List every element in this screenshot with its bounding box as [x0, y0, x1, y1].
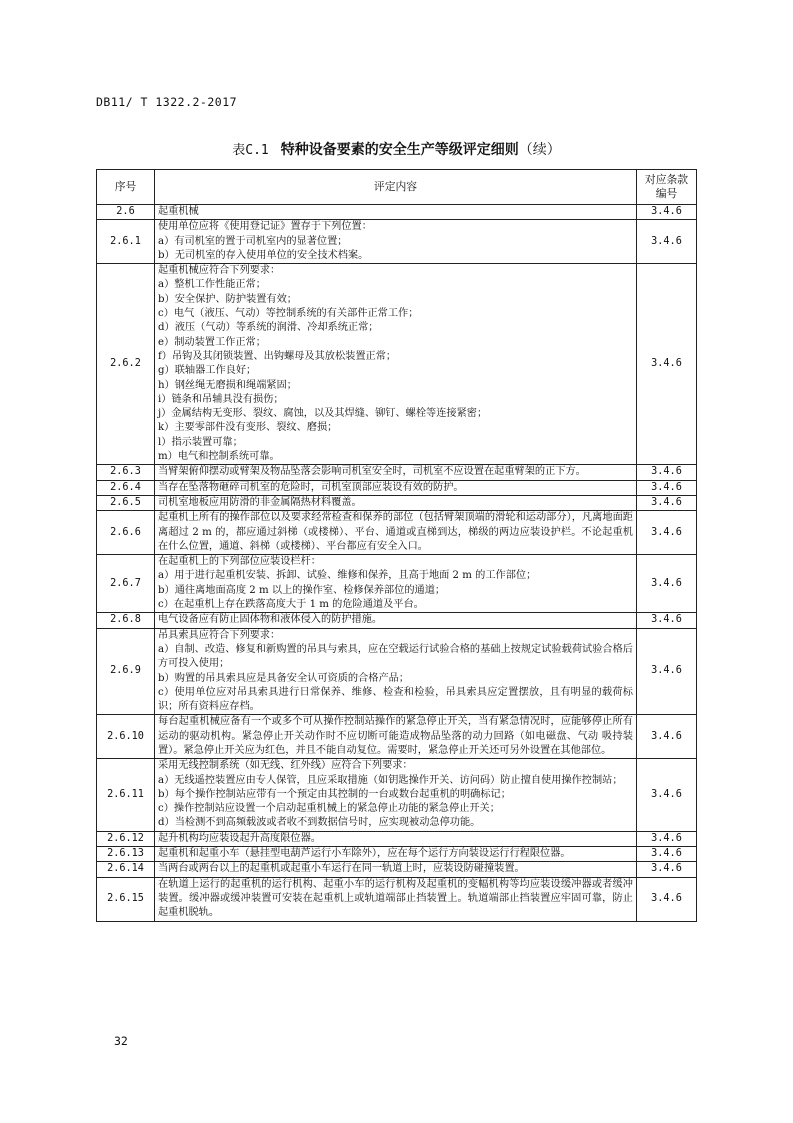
item-content: [155, 628, 637, 715]
content-line: 采用无线控制系统（如无线、红外线）应符合下列要求：: [158, 760, 413, 772]
content-line: a）无线遥控装置应由专人保管，且应采取措施（如钥匙操作开关、访问码）防止擅自使用操作控制站；: [158, 774, 623, 786]
item-number: 2.6.13: [97, 847, 155, 862]
clause-number: 3.4.6: [637, 877, 697, 921]
item-content: [155, 831, 637, 846]
table-row: [97, 613, 697, 628]
clause-number: 3.4.6: [637, 555, 697, 613]
content-line: b）每个操作控制站应带有一个预定由其控制的一台或数台起重机的明确标记；: [158, 788, 511, 800]
table-row: [97, 264, 697, 465]
clause-number: 3.4.6: [637, 613, 697, 628]
table-row: [97, 220, 697, 264]
content-line: d）当检测不到高频载波或者收不到数据信号时，应实现被动急停功能。: [158, 817, 481, 829]
content-line: 当存在坠落物砸碎司机室的危险时，司机室顶部应装设有效的防护。: [158, 481, 464, 493]
item-number: 2.6.6: [97, 511, 155, 555]
page-number: 32: [114, 1034, 128, 1048]
item-content: [155, 495, 637, 510]
clause-number: 3.4.6: [637, 759, 697, 831]
content-line: c）在起重机上存在跌落高度大于 1 m 的危险通道及平台。: [158, 599, 424, 611]
item-content: [155, 877, 637, 921]
clause-number: 3.4.6: [637, 831, 697, 846]
item-number: 2.6.7: [97, 555, 155, 613]
item-content: [155, 220, 637, 264]
content-line: h）钢丝绳无磨损和绳端紧固；: [158, 379, 297, 391]
content-line: b）安全保护、防护装置有效；: [158, 293, 297, 305]
table-row: [97, 205, 697, 220]
content-line: a）有司机室的置于司机室内的显著位置；: [158, 235, 348, 247]
item-content: [155, 759, 637, 831]
clause-number: 3.4.6: [637, 862, 697, 877]
item-content: [155, 847, 637, 862]
content-line: 司机室地板应用防滑的非金属隔热材料覆盖。: [158, 496, 362, 508]
clause-number: 3.4.6: [637, 205, 697, 220]
clause-number: 3.4.6: [637, 465, 697, 480]
table-row: [97, 480, 697, 495]
item-number: 2.6: [97, 205, 155, 220]
table-body: [97, 205, 697, 922]
content-line: 每台起重机械应备有一个或多个可从操作控制站操作的紧急停止开关，当有紧急情况时，应能够停止所有运动的驱动机构。紧急停止开关动作时不应切断可能造成物品坠落的动力回路（如电磁盘、气动 吸持装置）。紧急停止开关应为红色，并且不能自动复位。需要时，紧急停止开关还可另外设置在其他部位。: [158, 716, 633, 756]
content-line: m）电气和控制系统可靠。: [158, 451, 280, 463]
item-content: [155, 555, 637, 613]
content-line: k）主要零部件没有变形、裂纹、磨损；: [158, 422, 338, 434]
item-content: [155, 264, 637, 465]
content-line: 当两台或两台以上的起重机或起重小车运行在同一轨道上时，应装设防碰撞装置。: [158, 863, 525, 875]
table-row: [97, 555, 697, 613]
table-row: [97, 511, 697, 555]
item-content: [155, 465, 637, 480]
content-line: 起升机构均应装设起升高度限位器。: [158, 832, 321, 844]
table-header-row: [97, 170, 697, 205]
column-header-clause: [637, 170, 697, 205]
table-title: [0, 139, 793, 159]
clause-number: 3.4.6: [637, 220, 697, 264]
item-number: 2.6.8: [97, 613, 155, 628]
content-line: c）电气（液压、气动）等控制系统的有关部件正常工作；: [158, 308, 419, 320]
document-code: DB11/ T 1322.2-2017: [96, 95, 238, 109]
column-header-no: 序号: [97, 170, 155, 205]
table-row: [97, 831, 697, 846]
column-header-clause-line2: 编号: [655, 187, 678, 200]
content-line: 在起重机上的下列部位应装设栏杆：: [158, 556, 321, 568]
table-row: [97, 628, 697, 715]
item-content: [155, 511, 637, 555]
item-number: 2.6.3: [97, 465, 155, 480]
item-number: 2.6.15: [97, 877, 155, 921]
content-line: c）操作控制站应设置一个启动起重机械上的紧急停止功能的紧急停止开关；: [158, 803, 500, 815]
content-line: b）购置的吊具索具应是具备安全认可资质的合格产品；: [158, 672, 410, 684]
content-line: c）使用单位应对吊具索具进行日常保养、维修、检查和检验，吊具索具应定置摆放，且有明显的载荷标识；所有资料应存档。: [158, 686, 633, 713]
content-line: 起重机上所有的操作部位以及要求经常检查和保养的部位（包括臂架顶端的滑轮和运动部分），凡离地面距离超过 2 m 的，都应通过斜梯（或楼梯）、平台、通道或直梯到达，梯级的两边应装设护栏。不论起重机在什么位置，通道、斜梯（或楼梯）、平台都应有安全入口。: [158, 512, 633, 552]
content-line: a）自制、改造、修复和新购置的吊具与索具，应在空载运行试验合格的基础上按规定试验载荷试验合格后方可投入使用；: [158, 643, 633, 670]
item-number: 2.6.4: [97, 480, 155, 495]
table-row: [97, 759, 697, 831]
item-number: 2.6.10: [97, 715, 155, 759]
clause-number: 3.4.6: [637, 264, 697, 465]
item-content: [155, 613, 637, 628]
clause-number: 3.4.6: [637, 628, 697, 715]
evaluation-table: [96, 169, 697, 922]
clause-number: 3.4.6: [637, 495, 697, 510]
content-line: l）指示装置可靠；: [158, 436, 243, 448]
table-row: [97, 862, 697, 877]
item-content: [155, 480, 637, 495]
column-header-clause-line1: 对应条款: [644, 172, 689, 186]
table-row: [97, 715, 697, 759]
content-line: 使用单位应将《使用登记证》置存于下列位置：: [158, 221, 372, 233]
item-number: 2.6.1: [97, 220, 155, 264]
content-line: j）金属结构无变形、裂纹、腐蚀，以及其焊缝、铆钉、螺栓等连接紧密；: [158, 408, 488, 420]
item-content: [155, 862, 637, 877]
content-line: i）链条和吊辅具没有损伤；: [158, 393, 284, 405]
content-line: 起重机械应符合下列要求：: [158, 265, 281, 277]
column-header-content: 评定内容: [155, 170, 637, 205]
item-number: 2.6.11: [97, 759, 155, 831]
content-line: 起重机械: [158, 206, 199, 217]
item-number: 2.6.2: [97, 264, 155, 465]
content-line: 起重机和起重小车（悬挂型电葫芦运行小车除外），应在每个运行方向装设运行行程限位器。: [158, 848, 571, 860]
table-suffix: （续）: [518, 142, 561, 158]
item-content: [155, 715, 637, 759]
table-row: [97, 495, 697, 510]
item-content: [155, 205, 637, 220]
clause-number: 3.4.6: [637, 715, 697, 759]
content-line: g）联轴器工作良好；: [158, 365, 257, 377]
content-line: b）通往离地面高度 2 m 以上的操作室、检修保养部位的通道；: [158, 584, 446, 596]
clause-number: 3.4.6: [637, 511, 697, 555]
item-number: 2.6.12: [97, 831, 155, 846]
table-row: [97, 847, 697, 862]
clause-number: 3.4.6: [637, 480, 697, 495]
table-code: 表C.1: [232, 143, 269, 158]
content-line: 电气设备应有防止固体物和液体侵入的防护措施。: [158, 614, 383, 626]
content-line: a）整机工作性能正常；: [158, 279, 266, 291]
clause-number: 3.4.6: [637, 847, 697, 862]
content-line: 吊具索具应符合下列要求：: [158, 629, 281, 641]
table-name: 特种设备要素的安全生产等级评定细则: [280, 142, 519, 158]
content-line: d）液压（气动）等系统的润滑、冷却系统正常；: [158, 322, 379, 334]
content-line: f）吊钩及其闭锁装置、出钩螺母及其放松装置正常；: [158, 350, 397, 362]
table-row: [97, 465, 697, 480]
content-line: b）无司机室的存入使用单位的安全技术档案。: [158, 249, 369, 261]
content-line: 当臂架俯仰摆动或臂架及物品坠落会影响司机室安全时，司机室不应设置在起重臂架的正下方。: [158, 466, 586, 478]
item-number: 2.6.9: [97, 628, 155, 715]
table-row: [97, 877, 697, 921]
item-number: 2.6.5: [97, 495, 155, 510]
content-line: e）制动装置工作正常；: [158, 336, 266, 348]
content-line: 在轨道上运行的起重机的运行机构、起重小车的运行机构及起重机的变幅机构等均应装设缓冲器或者缓冲装置。缓冲器或缓冲装置可安装在起重机上或轨道端部止挡装置上。轨道端部止挡装置应牢固可靠，防止起重机脱轨。: [158, 878, 633, 919]
item-number: 2.6.14: [97, 862, 155, 877]
content-line: a）用于进行起重机安装、拆卸、试验、维修和保养，且高于地面 2 m 的工作部位；: [158, 570, 537, 582]
